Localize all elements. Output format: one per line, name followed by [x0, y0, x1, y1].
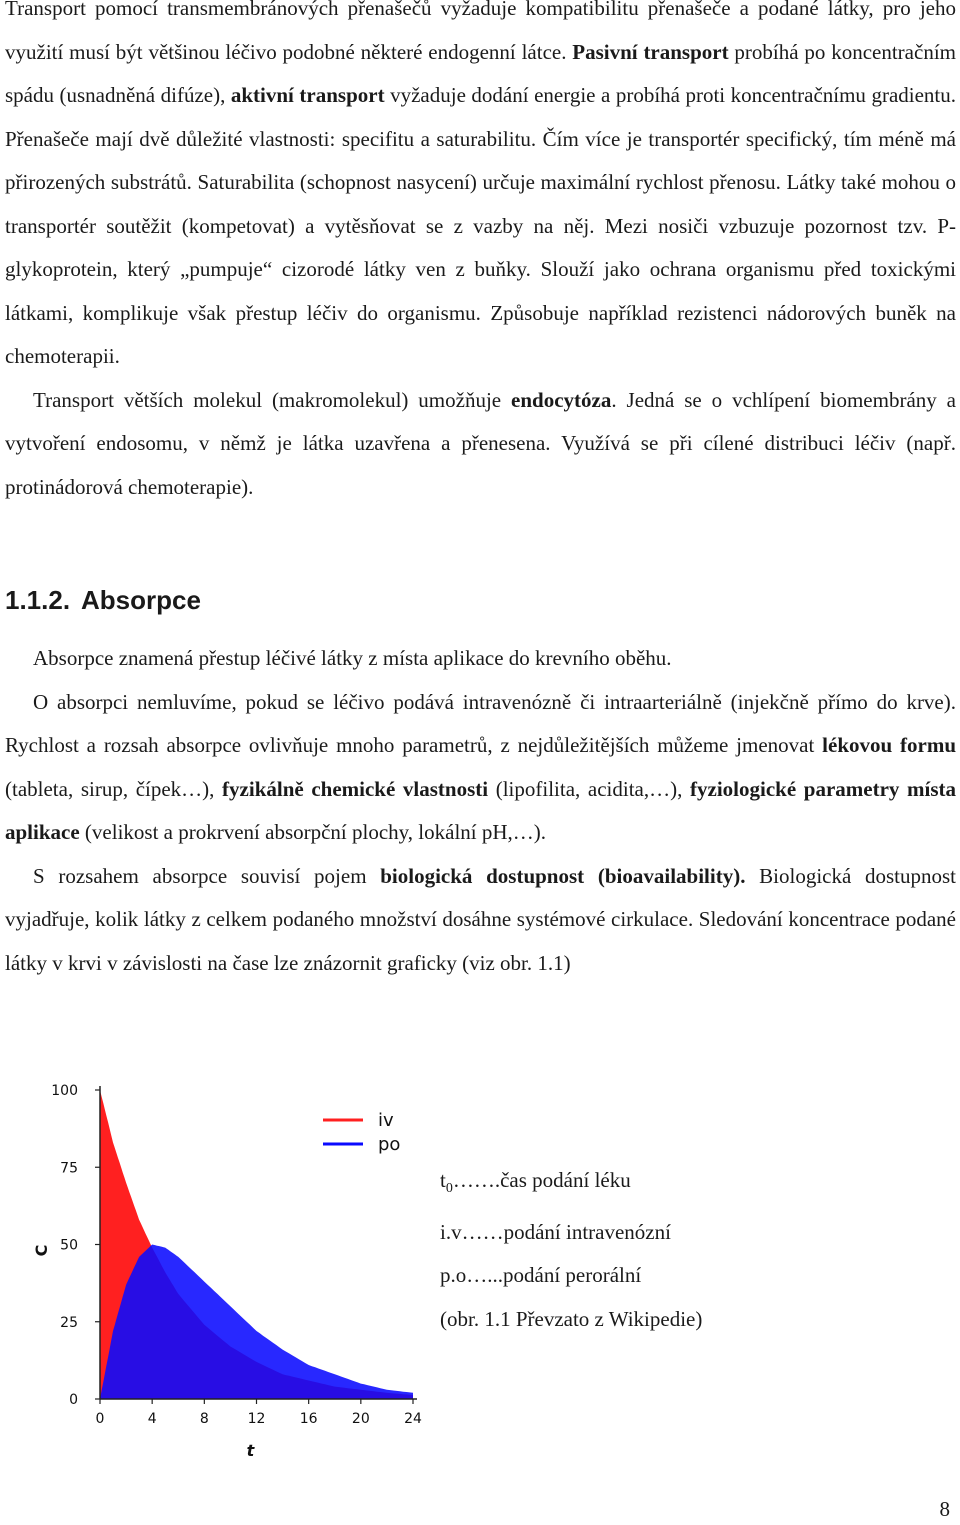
y-tick-label: 25: [60, 1314, 78, 1331]
legend-iv: i.v……podání intravenózní: [440, 1219, 671, 1244]
text-block-absorption: [5, 637, 956, 985]
text-block-top: [5, 0, 956, 509]
paragraph-absorption-parameters: O absorpci nemluvíme, pokud se léčivo podává intravenózně či intraarteriálně (injekčně přímo do krve). Rychlost a rozsah absorpce ovlivňuje mnoho parametrů, z nejdůležitějších můžeme jmenovat lékovou formu (tableta, sirup, čípek…), fyzikálně chemické vlastnosti (lipofilita, acidita,…), fyziologické parametry místa aplikace (velikost a prokrvení absorpční plochy, lokální pH,…).: [5, 689, 957, 844]
x-tick-label: 12: [247, 1411, 266, 1427]
legend-label-iv: iv: [378, 1110, 394, 1131]
paragraph-bioavailability: S rozsahem absorpce souvisí pojem biologická dostupnost (bioavailability). Biologická dostupnost vyjadřuje, kolik látky z celkem podaného množství dosáhne systémové cirkulace. Sledování koncentrace podané látky v krvi v závislosti na čase lze znázornit graficky (viz obr. 1.1): [5, 863, 957, 975]
term-physiological: fyziologické parametry místa aplikace: [5, 776, 956, 844]
y-tick-label: 50: [60, 1237, 78, 1254]
y-tick-label: 100: [51, 1083, 78, 1099]
term-active-transport: aktivní transport: [230, 83, 385, 107]
paragraph-absorption-definition: Absorpce znamená přestup léčivé látky z místa aplikace do krevního oběhu.: [33, 646, 672, 670]
legend-po: p.o…...podání perorální: [440, 1263, 642, 1288]
section-title: Absorpce: [81, 585, 201, 615]
series-area-po: [100, 1245, 413, 1400]
y-axis-label: C: [32, 1244, 51, 1257]
paragraph-transporters: Transport pomocí transmembránových přenašečů vyžaduje kompatibilitu přenašeče a podané látky, pro jeho využití musí být většinou léčivo podobné některé endogenní látce. Pasivní transport probíhá po koncentračním spádu (usnadněná difúze), aktivní transport vyžaduje dodání energie a probíhá proti koncentračnímu gradientu. Přenašeče mají dvě důležité vlastnosti: specifitu a saturabilitu. Čím více je transportér specifický, tím méně má přirozených substrátů. Saturabilita (schopnost nasycení) určuje maximální rychlost přenosu. Látky také mohou o transportér soutěžit (kompetovat) a vytěsňovat se z vazby na něj. Mezi nosiči vzbuzuje pozornost tzv. P-glykoprotein, který „pumpuje“ cizorodé látky ven z buňky. Slouží jako ochrana organismu před toxickými látkami, komplikuje však přestup léčiv do organismu. Způsobuje například rezistenci nádorových buněk na chemoterapii.: [5, 0, 956, 368]
y-tick-label: 0: [69, 1392, 78, 1408]
x-axis-label: t: [246, 1441, 255, 1460]
x-tick-label: 0: [95, 1411, 105, 1427]
paragraph-endocytosis: Transport větších molekul (makromolekul) umožňuje endocytóza. Jedná se o vchlípení biomembrány a vytvoření endosomu, v němž je látka uzavřena a přenesena. Využívá se při cílené distribuci léčiv (např. protinádorová chemoterapie).: [5, 387, 956, 499]
x-tick-label: 8: [199, 1411, 209, 1427]
concentration-time-chart: [5, 1072, 430, 1472]
term-physicochemical: fyzikálně chemické vlastnosti: [222, 776, 489, 801]
x-tick-label: 24: [404, 1411, 422, 1427]
x-tick-label: 4: [147, 1411, 157, 1427]
term-endocytosis: endocytóza: [511, 387, 612, 412]
legend-label-po: po: [378, 1134, 401, 1155]
x-tick-label: 20: [351, 1411, 370, 1427]
section-heading: [5, 585, 201, 616]
term-bioavailability: biologická dostupnost (bioavailability).: [380, 863, 746, 888]
term-passive-transport: Pasivní transport: [572, 39, 729, 64]
x-tick-label: 16: [299, 1411, 318, 1427]
term-dosage-form: lékovou formu: [822, 733, 957, 757]
page-number: 8: [939, 1497, 950, 1521]
section-number: 1.1.2.: [5, 585, 71, 615]
chart-explanation: [440, 1159, 702, 1341]
figure-source: (obr. 1.1 Převzato z Wikipedie): [440, 1306, 703, 1331]
y-tick-label: 75: [60, 1160, 78, 1177]
legend-t0: $t_0\dots\dots.čas$ podání léku: [440, 1168, 631, 1197]
